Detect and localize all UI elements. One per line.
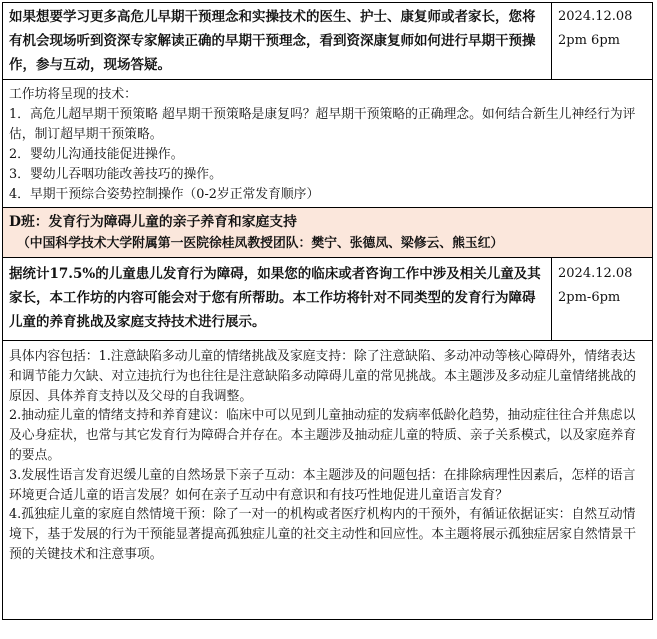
block2-item-3: 3.发展性语言发育迟缓儿童的自然场景下亲子互动：本主题涉及的问题包括：在排除病理性因素后，怎样的语言环境更合适儿童的语言发展？如何在亲子互动中有意识和有技巧性地促进儿童语言发育？ <box>9 467 636 503</box>
section-d-team: （中国科学技术大学附属第一医院徐桂凤教授团队：樊宁、张德凤、梁修云、熊玉红） <box>17 236 504 251</box>
block2-date: 2024.12.08 <box>558 266 633 281</box>
block2-item-4: 4.孤独症儿童的家庭自然情境干预：除了一对一的机构或者医疗机构内的干预外，有循证依据证实：自然互动情境下，基于发展的行为干预能显著提高孤独症儿童的社交主动性和回应性。本主题将展示孤独症居家自然情景干预的关键技术和注意事项。 <box>9 507 637 562</box>
block2-content <box>3 341 653 620</box>
block2-item-1: 具体内容包括：1.注意缺陷多动儿童的情绪挑战及家庭支持：除了注意缺陷、多动冲动等核心障碍外，情绪表达和调节能力欠缺、对立违抗行为也往往是注意缺陷多动障碍儿童的常见挑战。本主题涉及多动症儿童情绪挑战的原因、具体养育支持以及父母的自我调整。 <box>9 349 637 404</box>
block1-item-3: 3．婴幼儿吞咽功能改善技巧的操作。 <box>9 167 222 182</box>
block1-content-row <box>3 80 653 208</box>
block1-item-1: 1．高危儿超早期干预策略 超早期干预策略是康复吗？超早期干预策略的正确理念。如何结合新生儿神经行为评估，制订超早期干预策略。 <box>9 107 636 142</box>
block2-intro: 据统计17.5%的儿童患儿发育行为障碍，如果您的临床或者咨询工作中涉及相关儿童及其家长，本工作坊的内容可能会对于您有所帮助。本工作坊将针对不同类型的发育行为障碍儿童的养育挑战及家庭支持技术进行展示。 <box>3 258 552 341</box>
block1-content-heading: 工作坊将呈现的技术： <box>9 87 137 102</box>
block1-item-2: 2．婴幼儿沟通技能促进操作。 <box>9 147 184 162</box>
block1-schedule <box>552 3 653 80</box>
block1-item-4: 4．早期干预综合姿势控制操作（0-2岁正常发育顺序） <box>9 187 320 202</box>
section-d-header <box>3 208 653 258</box>
block2-time: 2pm-6pm <box>558 290 621 305</box>
schedule-table <box>2 2 653 620</box>
block2-schedule <box>552 258 653 341</box>
block2-item-2: 2.抽动症儿童的情绪支持和养育建议：临床中可以见到儿童抽动症的发病率低龄化趋势，抽动症往往合并焦虑以及心身症状，也常与其它发育行为障碍合并存在。本主题涉及抽动症儿童的特质、亲子关系模式，以及家庭养育的要点。 <box>9 408 637 463</box>
block2-header-row <box>3 258 653 341</box>
block1-header-row <box>3 3 653 80</box>
block1-content <box>3 80 653 208</box>
section-d-header-row <box>3 208 653 258</box>
section-d-title: D班：发育行为障碍儿童的亲子养育和家庭支持 <box>9 214 297 230</box>
block2-content-row <box>3 341 653 620</box>
block1-date: 2024.12.08 <box>558 9 633 24</box>
block1-intro: 如果想要学习更多高危儿早期干预理念和实操技术的医生、护士、康复师或者家长，您将有机会现场听到资深专家解读正确的早期干预理念，看到资深康复师如何进行早期干预操作，参与互动，现场答疑。 <box>3 3 552 80</box>
block1-time: 2pm 6pm <box>558 33 620 48</box>
